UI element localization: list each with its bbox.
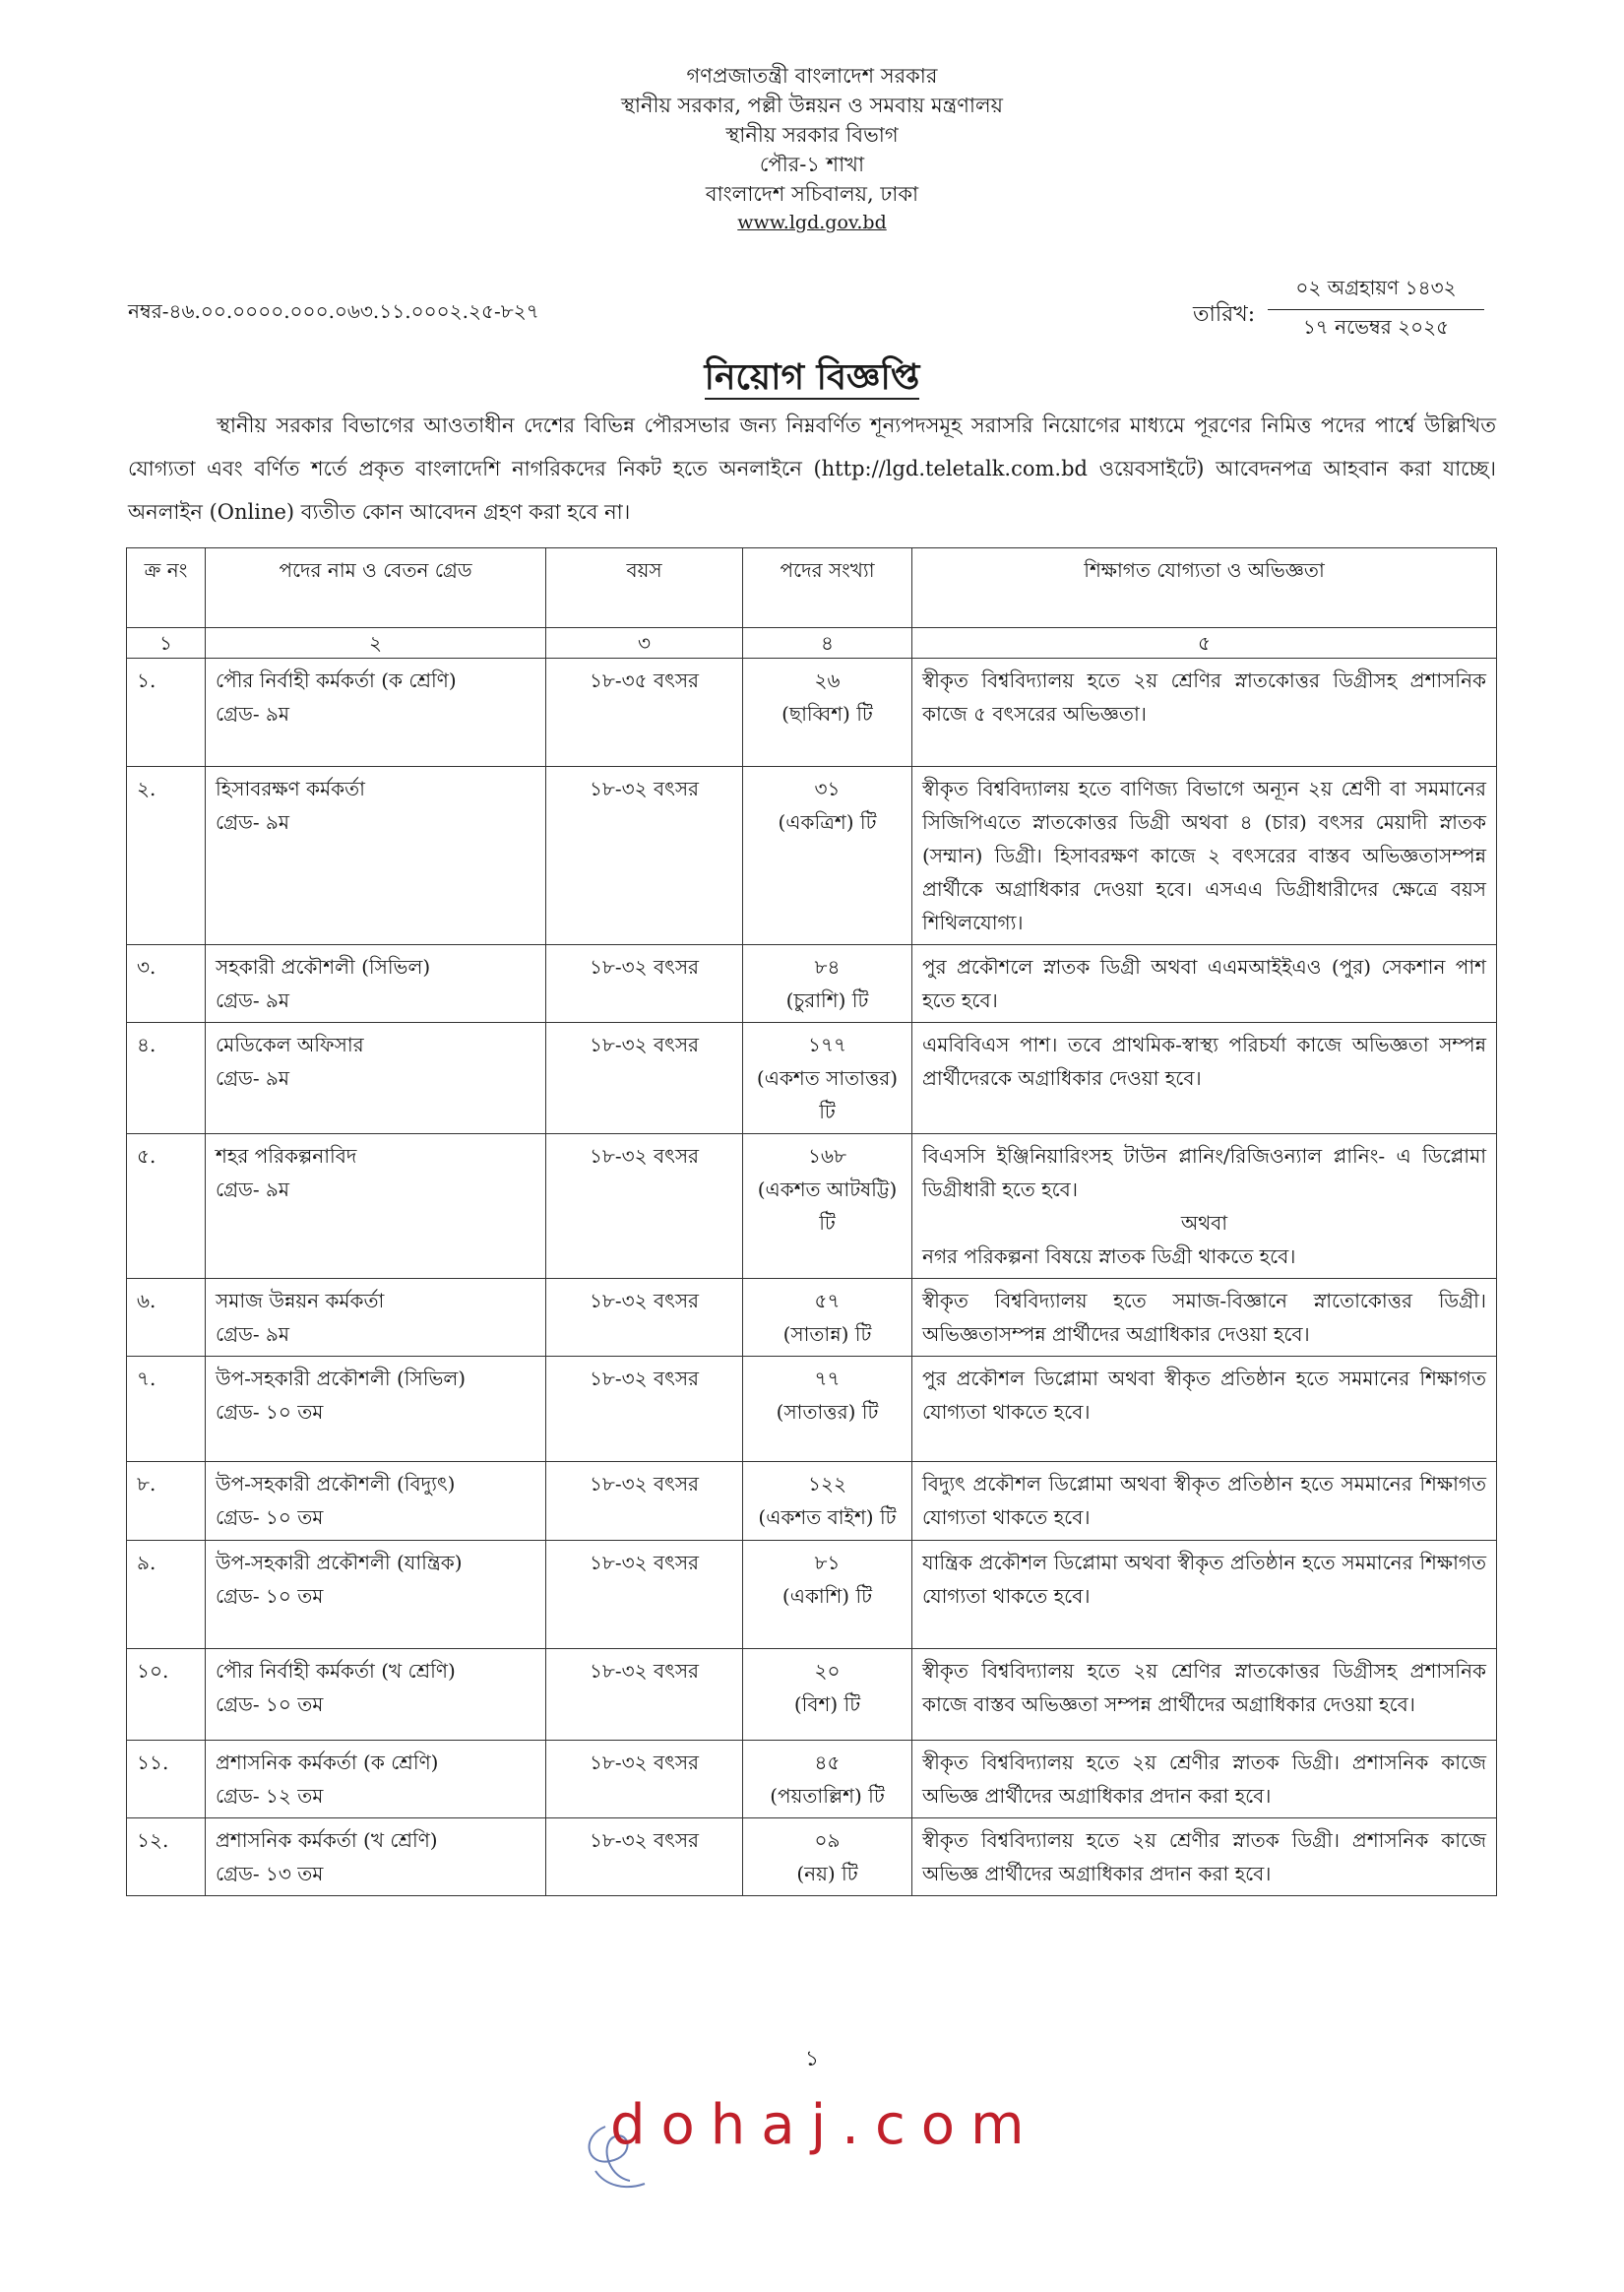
count-cell <box>743 767 912 945</box>
notice-title-text: নিয়োগ বিজ্ঞপ্তি <box>704 356 920 398</box>
post-count: ৫৭ <box>814 1289 841 1312</box>
pay-grade: গ্রেড- ৯ম <box>216 1066 290 1090</box>
post-cell <box>206 1023 546 1134</box>
age-cell: ১৮-৩২ বৎসর <box>546 1134 743 1279</box>
post-count-words: (নয়) টি <box>796 1862 858 1885</box>
serial-cell: ৯. <box>127 1541 206 1649</box>
count-cell <box>743 1279 912 1357</box>
qualification-text: স্বীকৃত বিশ্ববিদ্যালয় হতে ২য় শ্রেণির স্নাতকোত্তর ডিগ্রীসহ প্রশাসনিক কাজে ৫ বৎসরের অভিজ্ঞতা। <box>922 668 1486 726</box>
qualification-text: বিদ্যুৎ প্রকৌশল ডিপ্লোমা অথবা স্বীকৃত প্রতিষ্ঠান হতে সমমানের শিক্ষাগত যোগ্যতা থাকতে হবে। <box>922 1472 1486 1529</box>
pay-grade: গ্রেড- ৯ম <box>216 988 290 1012</box>
ministry-name: স্থানীয় সরকার, পল্লী উন্নয়ন ও সমবায় মন্ত্রণালয় <box>620 94 1004 117</box>
qualification-cell <box>912 1462 1497 1541</box>
qualification-cell <box>912 1741 1497 1818</box>
qualification-text: স্বীকৃত বিশ্ববিদ্যালয় হতে ২য় শ্রেণির স্নাতকোত্তর ডিগ্রীসহ প্রশাসনিক কাজে বাস্তব অভিজ্ঞতা সম্পন্ন প্রার্থীদের অগ্রাধিকার দেওয়া হবে। <box>922 1659 1486 1716</box>
post-cell <box>206 945 546 1023</box>
serial-cell: ১. <box>127 659 206 767</box>
post-cell <box>206 659 546 767</box>
post-cell <box>206 1134 546 1279</box>
post-count-words: (একাশি) টি <box>781 1584 873 1608</box>
pay-grade: গ্রেড- ৯ম <box>216 1322 290 1346</box>
qualification-text: পুর প্রকৌশলে স্নাতক ডিগ্রী অথবা এএমআইইএও (পুর) সেকশান পাশ হতে হবে। <box>922 955 1486 1012</box>
count-cell <box>743 1357 912 1462</box>
post-count: ৩১ <box>814 777 841 800</box>
date-bangla: ০২ অগ্রহায়ণ ১৪৩২ <box>1268 274 1484 310</box>
pay-grade: গ্রেড- ৯ম <box>216 1178 290 1201</box>
pay-grade: গ্রেড- ৯ম <box>216 702 290 726</box>
watermark-text: dohaj.com <box>610 2093 1040 2157</box>
post-name: উপ-সহকারী প্রকৌশলী (যান্ত্রিক) <box>216 1551 463 1574</box>
qualification-or: অথবা <box>1180 1211 1228 1235</box>
post-cell <box>206 1462 546 1541</box>
post-cell <box>206 767 546 945</box>
qualification-alt-text: নগর পরিকল্পনা বিষয়ে স্নাতক ডিগ্রী থাকতে হবে। <box>922 1244 1296 1268</box>
header-serial: ক্র নং <box>127 548 206 628</box>
post-name: সমাজ উন্নয়ন কর্মকর্তা <box>216 1289 385 1312</box>
pay-grade: গ্রেড- ১০ তম <box>216 1400 324 1424</box>
post-count: ৭৭ <box>814 1367 841 1390</box>
pay-grade: গ্রেড- ১০ তম <box>216 1692 324 1716</box>
post-count-words: (পয়তাল্লিশ) টি <box>770 1784 885 1808</box>
qualification-cell <box>912 1357 1497 1462</box>
notice-title <box>0 350 1624 410</box>
count-cell <box>743 1541 912 1649</box>
count-cell <box>743 1023 912 1134</box>
pay-grade: গ্রেড- ১২ তম <box>216 1784 324 1808</box>
website-link[interactable]: www.lgd.gov.bd <box>737 212 887 233</box>
column-number-row <box>127 628 1497 659</box>
post-count: ৮৪ <box>814 955 841 979</box>
post-count-words: (বিশ) টি <box>793 1692 861 1716</box>
post-cell <box>206 1741 546 1818</box>
header-qualification: শিক্ষাগত যোগ্যতা ও অভিজ্ঞতা <box>912 548 1497 628</box>
post-count: ৪৫ <box>814 1751 841 1774</box>
table-row <box>127 1134 1497 1279</box>
post-count: ১৭৭ <box>808 1033 846 1056</box>
qualification-cell <box>912 1134 1497 1279</box>
post-cell <box>206 1279 546 1357</box>
memo-number: নম্বর-৪৬.০০.০০০০.০০০.০৬৩.১১.০০০২.২৫-৮২৭ <box>128 299 539 323</box>
serial-cell: ২. <box>127 767 206 945</box>
qualification-cell <box>912 659 1497 767</box>
col-number: ৩ <box>546 628 743 659</box>
date-label: তারিখ: <box>1193 302 1256 327</box>
post-count-words: (একত্রিশ) টি <box>778 810 877 834</box>
pay-grade: গ্রেড- ১০ তম <box>216 1584 324 1608</box>
pay-grade: গ্রেড- ১০ তম <box>216 1505 324 1529</box>
post-count-words: (একশত সাতাত্তর) টি <box>756 1066 899 1123</box>
post-name: শহর পরিকল্পনাবিদ <box>216 1144 357 1168</box>
post-name: উপ-সহকারী প্রকৌশলী (সিভিল) <box>216 1367 467 1390</box>
vacancy-table <box>126 547 1497 1896</box>
age-cell: ১৮-৩২ বৎসর <box>546 1818 743 1896</box>
post-name: সহকারী প্রকৌশলী (সিভিল) <box>216 955 431 979</box>
post-name: প্রশাসনিক কর্মকর্তা (খ শ্রেণি) <box>216 1828 438 1852</box>
table-row <box>127 1818 1497 1896</box>
qualification-cell <box>912 945 1497 1023</box>
qualification-text: পুর প্রকৌশল ডিপ্লোমা অথবা স্বীকৃত প্রতিষ্ঠান হতে সমমানের শিক্ষাগত যোগ্যতা থাকতে হবে। <box>922 1367 1486 1424</box>
post-count: ০৯ <box>814 1828 841 1852</box>
post-name: পৌর নির্বাহী কর্মকর্তা (খ শ্রেণি) <box>216 1659 456 1683</box>
qualification-text: স্বীকৃত বিশ্ববিদ্যালয় হতে সমাজ-বিজ্ঞানে স্নাতোকোত্তর ডিগ্রী। অভিজ্ঞতাসম্পন্ন প্রার্থীদের অগ্রাধিকার দেওয়া হবে। <box>922 1289 1486 1346</box>
qualification-text: স্বীকৃত বিশ্ববিদ্যালয় হতে বাণিজ্য বিভাগে অন্যূন ২য় শ্রেণী বা সমমানের সিজিপিএতে স্নাতকোত্তর ডিগ্রী অথবা ৪ (চার) বৎসর মেয়াদী স্নাতক (সম্মান) ডিগ্রী। হিসাবরক্ষণ কাজে ২ বৎসরের বাস্তব অভিজ্ঞতাসম্পন্ন প্রার্থীকে অগ্রাধিকার দেওয়া হবে। এসএএ ডিগ্রীধারীদের ক্ষেত্রে বয়স শিথিলযোগ্য। <box>922 777 1486 934</box>
post-name: প্রশাসনিক কর্মকর্তা (ক শ্রেণি) <box>216 1751 439 1774</box>
date-block <box>1268 274 1484 346</box>
serial-cell: ৫. <box>127 1134 206 1279</box>
age-cell: ১৮-৩২ বৎসর <box>546 1649 743 1741</box>
post-name: হিসাবরক্ষণ কর্মকর্তা <box>216 777 365 800</box>
table-row <box>127 1279 1497 1357</box>
post-count-words: (ছাব্বিশ) টি <box>781 702 873 726</box>
post-cell <box>206 1541 546 1649</box>
count-cell <box>743 1462 912 1541</box>
qualification-text: এমবিবিএস পাশ। তবে প্রাথমিক-স্বাস্থ্য পরিচর্যা কাজে অভিজ্ঞতা সম্পন্ন প্রার্থীদেরকে অগ্রাধিকার দেওয়া হবে। <box>922 1033 1486 1090</box>
post-count: ২৬ <box>814 668 841 692</box>
post-cell <box>206 1649 546 1741</box>
table-row <box>127 1541 1497 1649</box>
table-row <box>127 1649 1497 1741</box>
serial-cell: ৬. <box>127 1279 206 1357</box>
qualification-cell <box>912 1818 1497 1896</box>
count-cell <box>743 945 912 1023</box>
age-cell: ১৮-৩২ বৎসর <box>546 945 743 1023</box>
table-row <box>127 945 1497 1023</box>
age-cell: ১৮-৩২ বৎসর <box>546 1279 743 1357</box>
post-cell <box>206 1818 546 1896</box>
govt-name: গণপ্রজাতন্ত্রী বাংলাদেশ সরকার <box>686 64 938 88</box>
serial-cell: ৮. <box>127 1462 206 1541</box>
table-row <box>127 1357 1497 1462</box>
count-cell <box>743 1649 912 1741</box>
pay-grade: গ্রেড- ১৩ তম <box>216 1862 324 1885</box>
qualification-text: যান্ত্রিক প্রকৌশল ডিপ্লোমা অথবা স্বীকৃত প্রতিষ্ঠান হতে সমমানের শিক্ষাগত যোগ্যতা থাকতে হবে। <box>922 1551 1486 1608</box>
table-row <box>127 1462 1497 1541</box>
post-count-words: (চুরাশি) টি <box>785 988 869 1012</box>
letterhead <box>0 61 1624 236</box>
col-number: ১ <box>127 628 206 659</box>
intro-text: স্থানীয় সরকার বিভাগের আওতাধীন দেশের বিভিন্ন পৌরসভার জন্য নিম্নবর্ণিত শূন্যপদসমূহ সরাসরি নিয়োগের মাধ্যমে পূরণের নিমিত্ত পদের পার্শ্বে উল্লিখিত যোগ্যতা এবং বর্ণিত শর্তে প্রকৃত বাংলাদেশি নাগরিকদের নিকট হতে অনলাইনে (http://lgd.teletalk.com.bd ওয়েবসাইটে) আবেদনপত্র আহবান করা যাচ্ছে। অনলাইন (Online) ব্যতীত কোন আবেদন গ্রহণ করা হবে না। <box>128 414 1496 524</box>
post-cell <box>206 1357 546 1462</box>
post-count-words: (সাতান্ন) টি <box>782 1322 872 1346</box>
age-cell: ১৮-৩২ বৎসর <box>546 1541 743 1649</box>
post-name: উপ-সহকারী প্রকৌশলী (বিদ্যুৎ) <box>216 1472 456 1496</box>
count-cell <box>743 1818 912 1896</box>
header-age: বয়স <box>546 548 743 628</box>
qualification-cell <box>912 1541 1497 1649</box>
age-cell: ১৮-৩২ বৎসর <box>546 1023 743 1134</box>
header-count: পদের সংখ্যা <box>743 548 912 628</box>
table-row <box>127 659 1497 767</box>
col-number: ২ <box>206 628 546 659</box>
table-row <box>127 767 1497 945</box>
col-number: ৪ <box>743 628 912 659</box>
branch-name: পৌর-১ শাখা <box>759 153 865 176</box>
post-count-words: (একশত আটষট্টি) টি <box>757 1178 898 1235</box>
serial-cell: ৩. <box>127 945 206 1023</box>
qualification-cell <box>912 1023 1497 1134</box>
post-count: ২০ <box>814 1659 841 1683</box>
office-address: বাংলাদেশ সচিবালয়, ঢাকা <box>705 182 919 206</box>
table-row <box>127 1023 1497 1134</box>
qualification-cell <box>912 767 1497 945</box>
post-count: ১২২ <box>808 1472 846 1496</box>
intro-paragraph <box>128 404 1496 534</box>
qualification-text: স্বীকৃত বিশ্ববিদ্যালয় হতে ২য় শ্রেণীর স্নাতক ডিগ্রী। প্রশাসনিক কাজে অভিজ্ঞ প্রার্থীদের অগ্রাধিকার প্রদান করা হবে। <box>922 1751 1486 1808</box>
count-cell <box>743 659 912 767</box>
post-count-words: (সাতাত্তর) টি <box>776 1400 879 1424</box>
post-count: ১৬৮ <box>808 1144 846 1168</box>
table-header-row <box>127 548 1497 628</box>
qualification-text: স্বীকৃত বিশ্ববিদ্যালয় হতে ২য় শ্রেণীর স্নাতক ডিগ্রী। প্রশাসনিক কাজে অভিজ্ঞ প্রার্থীদের অগ্রাধিকার প্রদান করা হবে। <box>922 1828 1486 1885</box>
serial-cell: ১০. <box>127 1649 206 1741</box>
serial-cell: ১২. <box>127 1818 206 1896</box>
serial-cell: ১১. <box>127 1741 206 1818</box>
qualification-cell <box>912 1279 1497 1357</box>
count-cell <box>743 1134 912 1279</box>
col-number: ৫ <box>912 628 1497 659</box>
serial-cell: ৭. <box>127 1357 206 1462</box>
serial-cell: ৪. <box>127 1023 206 1134</box>
page-number: ১ <box>804 2047 820 2071</box>
post-count-words: (একশত বাইশ) টি <box>758 1505 897 1529</box>
post-count: ৮১ <box>814 1551 841 1574</box>
age-cell: ১৮-৩২ বৎসর <box>546 1462 743 1541</box>
count-cell <box>743 1741 912 1818</box>
age-cell: ১৮-৩৫ বৎসর <box>546 659 743 767</box>
age-cell: ১৮-৩২ বৎসর <box>546 1741 743 1818</box>
pay-grade: গ্রেড- ৯ম <box>216 810 290 834</box>
date-gregorian: ১৭ নভেম্বর ২০২৫ <box>1302 315 1450 339</box>
header-post: পদের নাম ও বেতন গ্রেড <box>206 548 546 628</box>
qualification-cell <box>912 1649 1497 1741</box>
post-name: মেডিকেল অফিসার <box>216 1033 364 1056</box>
table-row <box>127 1741 1497 1818</box>
age-cell: ১৮-৩২ বৎসর <box>546 1357 743 1462</box>
post-name: পৌর নির্বাহী কর্মকর্তা (ক শ্রেণি) <box>216 668 457 692</box>
age-cell: ১৮-৩২ বৎসর <box>546 767 743 945</box>
division-name: স্থানীয় সরকার বিভাগ <box>725 123 899 147</box>
qualification-text: বিএসসি ইঞ্জিনিয়ারিংসহ টাউন প্লানিং/রিজিওন্যাল প্লানিং- এ ডিপ্লোমা ডিগ্রীধারী হতে হবে। <box>922 1144 1486 1201</box>
